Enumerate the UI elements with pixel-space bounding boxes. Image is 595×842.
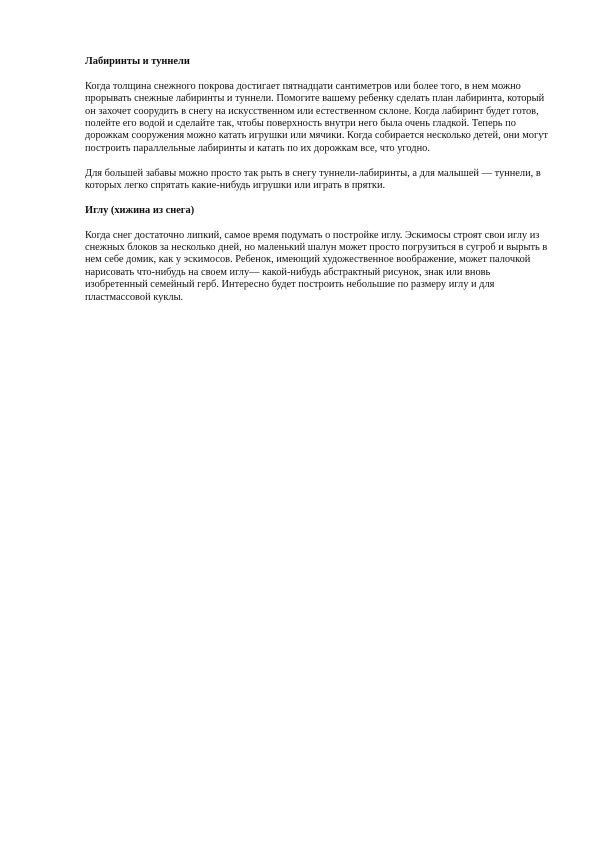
paragraph-labyrinths-1: Когда толщина снежного покрова достигает пятнадцати сантиметров или более того, в нем можно прорывать снежные лабиринты и туннели. Помогите вашему ребенку сделать план лабиринта, который он захочет соорудить в снегу на искусственном или естественном склоне. Когда лабиринт будет готов, полейте его водой и сделайте так, чтобы поверхность внутри него была очень гладкой. Теперь по дорожкам сооружения можно катать игрушки или мячики. Когда собирается несколько детей, они могут построить параллельные лабиринты и катать по их дорожкам все, что угодно.	[85, 80, 548, 154]
section-heading-igloo: Иглу (хижина из снега)	[85, 204, 195, 216]
section-heading-labyrinths: Лабиринты и туннели	[85, 56, 190, 67]
document-body	[85, 56, 555, 316]
paragraph-labyrinths-2: Для большей забавы можно просто так рыть в снегу туннели-лабиринты, а для малышей — туннели, в которых легко спрятать какие-нибудь игрушки или играть в прятки.	[85, 167, 541, 192]
paragraph-igloo-1: Когда снег достаточно липкий, самое время подумать о постройке иглу. Эскимосы строят свои иглу из снежных блоков за несколько дней, но маленький шалун может просто погрузиться в сугроб и вырыть в нем себе домик, как у эскимосов. Ребенок, имеющий художественное воображение, может палочкой нарисовать что-нибудь на своем иглу— какой-нибудь абстрактный рисунок, знак или вновь изобретенный семейный герб. Интересно будет построить небольшие по размеру иглу и для пластмассовой куклы.	[85, 229, 548, 303]
